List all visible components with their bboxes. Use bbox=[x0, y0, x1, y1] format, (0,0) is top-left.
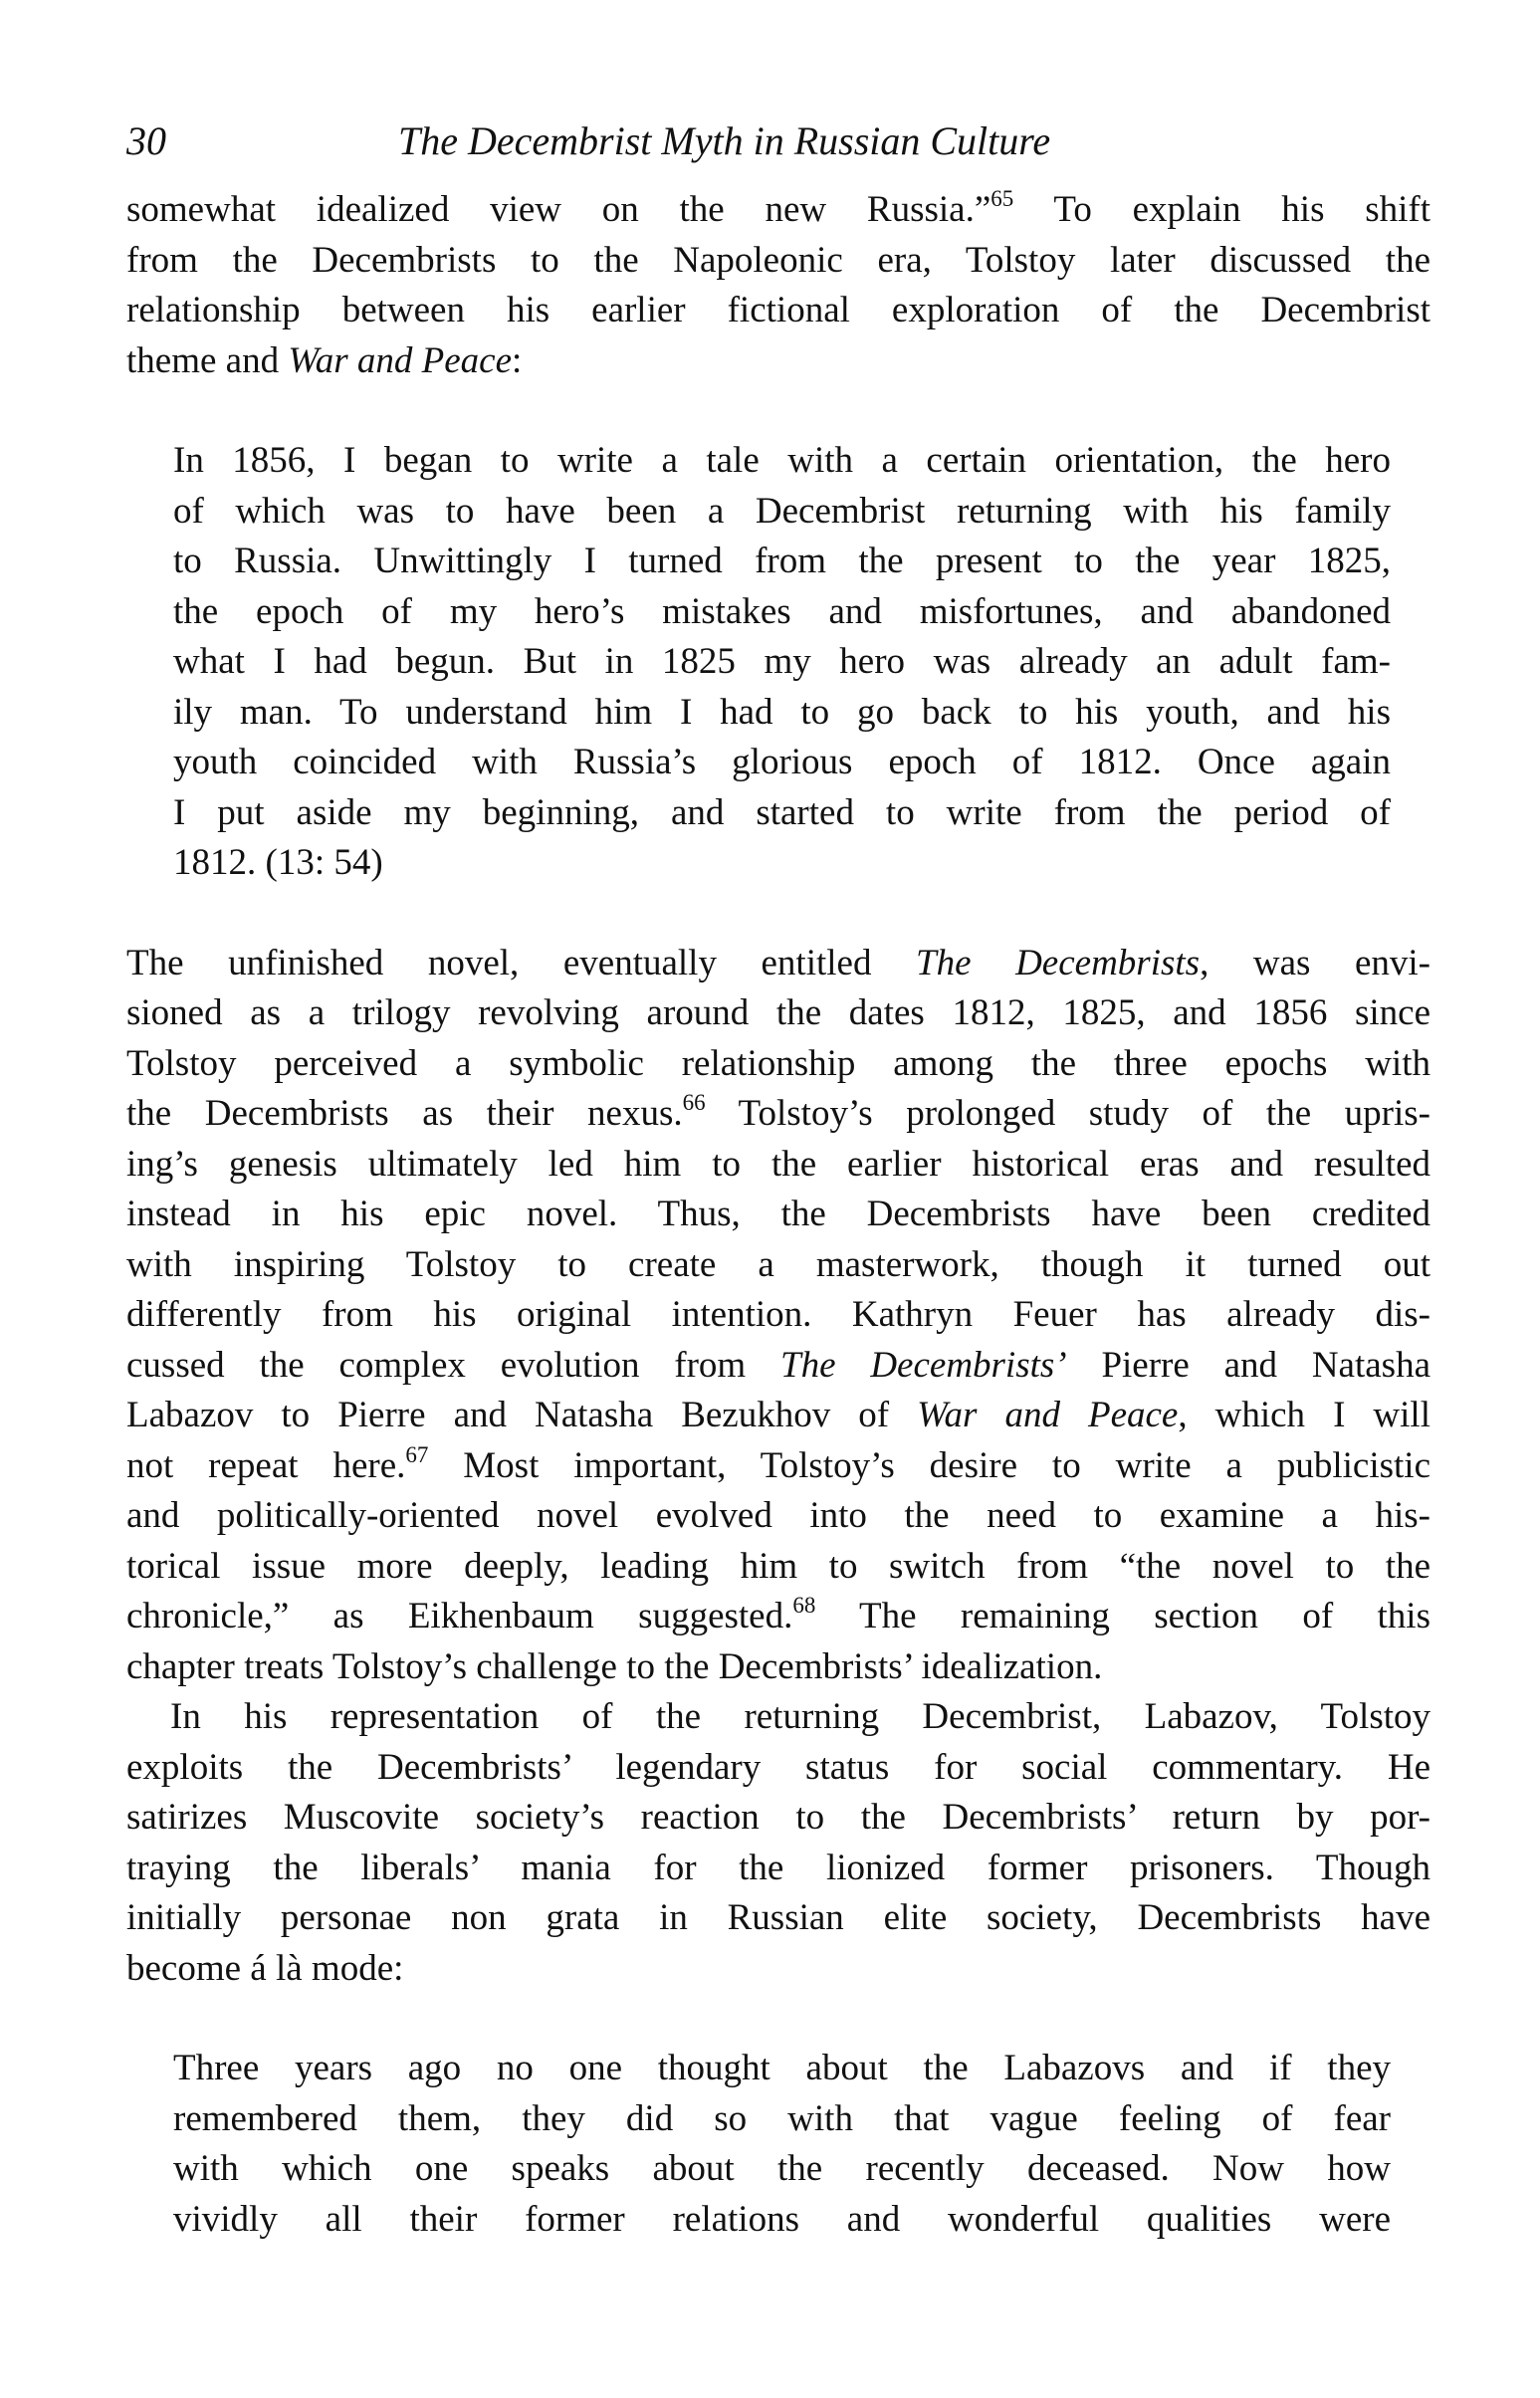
text-line bbox=[126, 1441, 1430, 1492]
quote-line: Three years ago no one thought about the Labazovs and if they bbox=[173, 2048, 1391, 2088]
book-title: The Decembrist Myth in Russian Culture bbox=[398, 118, 1051, 163]
text-line: sioned as a trilogy revolving around the dates 1812, 1825, and 1856 since bbox=[126, 992, 1430, 1033]
text-line bbox=[126, 1341, 1430, 1392]
text-line bbox=[126, 336, 1430, 387]
quote-line: vividly all their former relations and wonderful qualities were bbox=[173, 2198, 1391, 2240]
text-run: cussed the complex evolution from bbox=[126, 1344, 781, 1386]
text-run: : bbox=[512, 339, 523, 381]
footnote-ref-68: 68 bbox=[792, 1593, 816, 1618]
quote-line: what I had begun. But in 1825 my hero was already an adult fam- bbox=[173, 641, 1391, 682]
work-title: The Decembrists’ bbox=[780, 1344, 1067, 1386]
text-line: chapter treats Tolstoy’s challenge to the Decembrists’ idealization. bbox=[126, 1645, 1103, 1687]
paragraph bbox=[126, 939, 1430, 1693]
text-run: somewhat idealized view on the new Russia.” bbox=[126, 189, 991, 230]
text-line: Tolstoy perceived a symbolic relationship among the three epochs with bbox=[126, 1042, 1430, 1084]
text-line: with inspiring Tolstoy to create a masterwork, though it turned out bbox=[126, 1243, 1430, 1285]
text-line: exploits the Decembrists’ legendary status for social commentary. He bbox=[126, 1746, 1430, 1788]
text-run: the Decembrists as their nexus. bbox=[126, 1093, 683, 1134]
text-line: ing’s genesis ultimately led him to the earlier historical eras and resulted bbox=[126, 1143, 1430, 1185]
text-run: , was envi- bbox=[1200, 942, 1430, 983]
text-line bbox=[126, 1391, 1430, 1441]
text-run: chronicle,” as Eikhenbaum suggested. bbox=[126, 1596, 793, 1636]
block-quote bbox=[173, 436, 1391, 889]
text-run: Tolstoy’s prolonged study of the upris- bbox=[705, 1093, 1430, 1134]
body-text bbox=[126, 185, 1430, 2245]
text-run: The unfinished novel, eventually entitled bbox=[126, 942, 917, 983]
page-number: 30 bbox=[126, 118, 166, 163]
text-line: become á là mode: bbox=[126, 1947, 404, 1989]
text-line: In his representation of the returning Decembrist, Labazov, Tolstoy bbox=[170, 1696, 1430, 1737]
text-line bbox=[126, 939, 1430, 989]
text-run: , which I will bbox=[1178, 1395, 1430, 1435]
text-run: The remaining section of this bbox=[815, 1596, 1430, 1636]
text-line: initially personae non grata in Russian elite society, Decembrists have bbox=[126, 1897, 1430, 1938]
footnote-ref-66: 66 bbox=[682, 1090, 706, 1115]
text-run: To explain his shift bbox=[1013, 189, 1431, 230]
work-title: War and Peace bbox=[917, 1395, 1179, 1435]
quote-line: youth coincided with Russia’s glorious epoch of 1812. Once again bbox=[173, 742, 1391, 782]
quote-line: the epoch of my hero’s mistakes and misfortunes, and abandoned bbox=[173, 590, 1391, 632]
text-line: traying the liberals’ mania for the lionized former prisoners. Though bbox=[126, 1847, 1430, 1888]
footnote-ref-65: 65 bbox=[990, 186, 1014, 211]
quote-line: ily man. To understand him I had to go back to his youth, and his bbox=[173, 691, 1391, 733]
text-line bbox=[126, 185, 1430, 236]
running-head bbox=[126, 111, 1430, 171]
text-run: Pierre and Natasha bbox=[1066, 1344, 1431, 1386]
quote-line: remembered them, they did so with that vague feeling of fear bbox=[173, 2097, 1391, 2139]
text-run: theme and bbox=[126, 339, 289, 381]
quote-line: In 1856, I began to write a tale with a certain orientation, the hero bbox=[173, 440, 1391, 481]
text-line bbox=[126, 1592, 1430, 1642]
quote-line: to Russia. Unwittingly I turned from the present to the year 1825, bbox=[173, 541, 1391, 581]
text-run: not repeat here. bbox=[126, 1444, 406, 1486]
block-quote bbox=[173, 2044, 1391, 2245]
quote-line: with which one speaks about the recently deceased. Now how bbox=[173, 2148, 1391, 2189]
quote-line: of which was to have been a Decembrist returning with his family bbox=[173, 490, 1391, 532]
text-line bbox=[126, 1089, 1430, 1140]
text-line: torical issue more deeply, leading him to switch from “the novel to the bbox=[126, 1545, 1430, 1587]
text-line: from the Decembrists to the Napoleonic era, Tolstoy later discussed the bbox=[126, 239, 1430, 281]
text-line: and politically-oriented novel evolved into the need to examine a his- bbox=[126, 1495, 1430, 1536]
paragraph-continued bbox=[126, 185, 1430, 386]
text-line: relationship between his earlier fictional exploration of the Decembrist bbox=[126, 290, 1430, 330]
text-line: differently from his original intention. Kathryn Feuer has already dis- bbox=[126, 1294, 1430, 1335]
paragraph bbox=[126, 1692, 1430, 1994]
text-line: instead in his epic novel. Thus, the Decembrists have been credited bbox=[126, 1194, 1430, 1234]
work-title: The Decembrists bbox=[916, 942, 1201, 983]
text-run: Labazov to Pierre and Natasha Bezukhov of bbox=[126, 1395, 918, 1435]
quote-line: 1812. (13: 54) bbox=[173, 842, 383, 883]
text-line: satirizes Muscovite society’s reaction to the Decembrists’ return by por- bbox=[126, 1797, 1430, 1838]
footnote-ref-67: 67 bbox=[405, 1441, 429, 1467]
work-title: War and Peace bbox=[288, 339, 513, 381]
text-run: Most important, Tolstoy’s desire to write a publicistic bbox=[428, 1444, 1430, 1486]
quote-line: I put aside my beginning, and started to write from the period of bbox=[173, 791, 1391, 833]
